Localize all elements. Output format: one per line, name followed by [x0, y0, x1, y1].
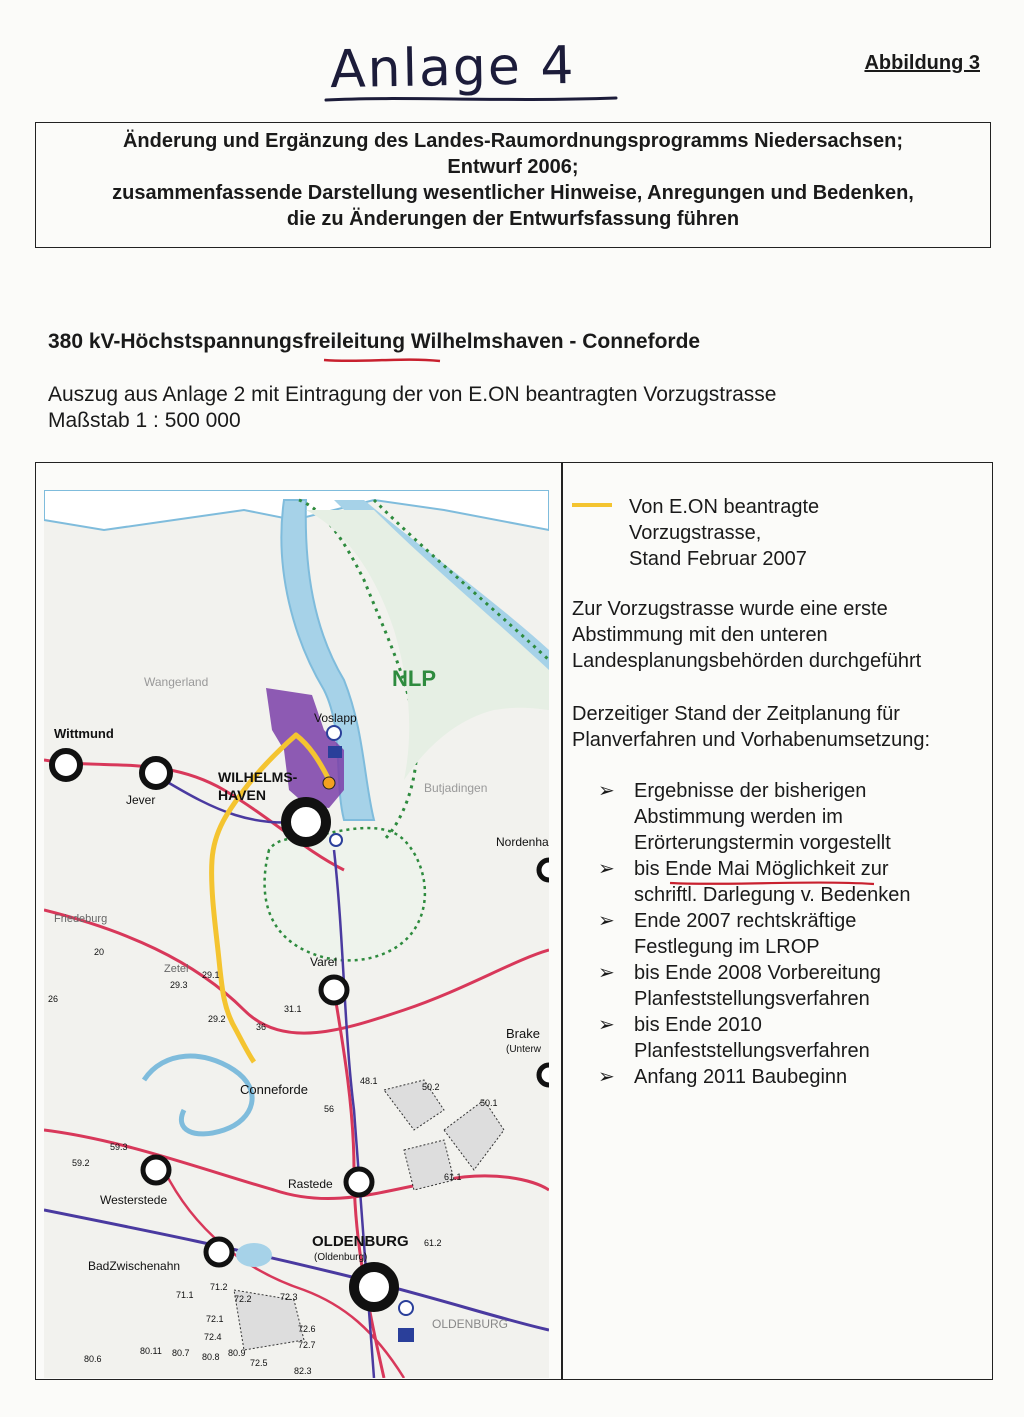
town-nordenham [539, 860, 549, 880]
arrow-bullet-icon: ➢ [598, 910, 615, 932]
town-brake [539, 1065, 549, 1085]
number-label: 71.1 [176, 1290, 194, 1300]
number-label: 80.7 [172, 1348, 190, 1358]
label-wangerland: Wangerland [144, 675, 209, 689]
label-brake-2: (Unterw [506, 1044, 542, 1055]
label-oldenburg-1: OLDENBURG [312, 1233, 409, 1250]
header-line-1: Änderung und Ergänzung des Landes-Raumordnungsprogramms Niedersachsen; [122, 130, 904, 152]
town-westerstede [143, 1157, 169, 1183]
number-label: 31.1 [284, 1004, 302, 1014]
arrow-bullet-icon: ➢ [598, 962, 615, 984]
description [48, 382, 776, 434]
list-item [598, 960, 910, 1012]
number-label: 29.3 [170, 980, 188, 990]
timeline-list [598, 778, 910, 1090]
number-label: 80.8 [202, 1352, 220, 1362]
list-item [598, 1012, 910, 1064]
label-nlp: NLP [392, 666, 436, 691]
paragraph-2-line-1: Derzeitiger Stand der Zeitplanung für [572, 703, 900, 725]
substation-voslapp [328, 746, 342, 758]
arrow-bullet-icon: ➢ [598, 1066, 615, 1088]
label-westerstede: Westerstede [100, 1193, 168, 1207]
substation-oldenburg [398, 1328, 414, 1342]
list-item [598, 778, 910, 856]
label-oldenburg-2: (Oldenburg) [314, 1252, 368, 1263]
list-item-line: bis Ende 2008 Vorbereitung [634, 962, 881, 984]
number-label: 29.2 [208, 1014, 226, 1024]
label-brake-1: Brake [506, 1026, 540, 1041]
lake [236, 1243, 272, 1267]
list-item-line: Erörterungstermin vorgestellt [634, 832, 891, 854]
town-wittmund [52, 751, 80, 779]
town-wilhelmshaven [286, 802, 326, 842]
number-label: 56 [324, 1104, 335, 1114]
legend-line-3: Stand Februar 2007 [629, 548, 807, 570]
number-label: 71.2 [210, 1282, 228, 1292]
header-box [35, 122, 991, 248]
label-voslapp: Voslapp [314, 711, 357, 725]
number-label: 26 [48, 994, 59, 1004]
number-label: 48.1 [360, 1076, 378, 1086]
red-pen-underline [322, 355, 442, 365]
label-butjadingen: Butjadingen [424, 781, 488, 795]
subtitle: 380 kV-Höchstspannungsfreileitung Wilhelmshaven - Conneforde [48, 330, 701, 353]
list-item [598, 1064, 910, 1090]
label-nordenham: Nordenha [496, 835, 549, 849]
legend-route-swatch [572, 503, 612, 507]
header-line-3: zusammenfassende Darstellung wesentlicher Hinweise, Anregungen und Bedenken, [112, 182, 914, 204]
label-jever: Jever [126, 793, 156, 807]
number-label: 80.9 [228, 1348, 246, 1358]
label-conneforde: Conneforde [240, 1082, 308, 1097]
town-jever [142, 759, 170, 787]
label-friedeburg: Friedeburg [54, 913, 108, 925]
label-varel: Varel [310, 955, 338, 969]
power-station-port [330, 834, 342, 846]
number-label: 50.2 [422, 1082, 440, 1092]
number-label: 72.1 [206, 1314, 224, 1324]
header-line-2: Entwurf 2006; [447, 156, 579, 178]
list-item-line: bis Ende 2010 [634, 1014, 762, 1036]
handwritten-title: Anlage 4 [329, 35, 576, 101]
legend-line-1: Von E.ON beantragte [629, 496, 820, 518]
list-item-line: Abstimmung werden im [634, 806, 843, 828]
header-line-4: die zu Änderungen der Entwurfsfassung führen [286, 208, 740, 230]
map [44, 490, 549, 1378]
number-label: 72.3 [280, 1292, 298, 1302]
paragraph-1-line-3: Landesplanungsbehörden durchgeführt [572, 650, 922, 672]
number-label: 72.6 [298, 1324, 316, 1334]
list-item-line: bis Ende Mai Möglichkeit zur [634, 858, 889, 880]
list-item [598, 908, 910, 960]
label-badzwischenahn: BadZwischenahn [88, 1259, 181, 1273]
list-item-line: Ende 2007 rechtskräftige [634, 910, 857, 932]
arrow-bullet-icon: ➢ [598, 858, 615, 880]
number-label: 59.3 [110, 1142, 128, 1152]
number-label: 72.7 [298, 1340, 316, 1350]
number-label: 82.3 [294, 1366, 312, 1376]
label-zetel: Zetel [164, 963, 189, 975]
endpoint-marker [323, 777, 335, 789]
number-label: 50.1 [480, 1098, 498, 1108]
number-label: 80.11 [140, 1346, 162, 1356]
number-label: 20 [94, 947, 105, 957]
label-rastede: Rastede [288, 1177, 333, 1191]
list-item-line: Planfeststellungsverfahren [634, 988, 870, 1010]
handwritten-underline [322, 92, 622, 106]
number-label: 80.6 [84, 1354, 102, 1364]
legend-line-2: Vorzugstrasse, [629, 522, 762, 544]
number-label: 61.2 [424, 1238, 442, 1248]
list-item-line: Festlegung im LROP [634, 936, 820, 958]
number-label: 59.2 [72, 1158, 90, 1168]
paragraph-2-line-2: Planverfahren und Vorhabenumsetzung: [572, 729, 931, 751]
list-item-line: Ergebnisse der bisherigen [634, 780, 867, 802]
list-item-line: Planfeststellungsverfahren [634, 1040, 870, 1062]
paragraph-1-line-1: Zur Vorzugstrasse wurde eine erste [572, 598, 888, 620]
red-pen-underline-2 [668, 878, 878, 888]
label-wilhelmshaven-2: HAVEN [218, 787, 266, 803]
town-rastede [346, 1169, 372, 1195]
number-label: 72.2 [234, 1294, 252, 1304]
number-label: 29.1 [202, 970, 220, 980]
paragraph-abstimmung [572, 596, 921, 674]
number-label: 61.1 [444, 1172, 462, 1182]
paragraph-zeitplanung [572, 701, 930, 753]
scale-text: Maßstab 1 : 500 000 [48, 409, 241, 432]
content-divider [561, 462, 563, 1380]
town-badzwischenahn [206, 1239, 232, 1265]
arrow-bullet-icon: ➢ [598, 1014, 615, 1036]
list-item-line: Anfang 2011 Baubeginn [634, 1066, 848, 1088]
figure-label: Abbildung 3 [864, 52, 980, 74]
number-label: 72.4 [204, 1332, 222, 1342]
description-line-1: Auszug aus Anlage 2 mit Eintragung der von E.ON beantragten Vorzugstrasse [48, 383, 777, 406]
number-label: 72.5 [250, 1358, 268, 1368]
label-wittmund: Wittmund [54, 726, 114, 741]
number-label: 36 [256, 1022, 267, 1032]
paragraph-1-line-2: Abstimmung mit den unteren [572, 624, 828, 646]
town-oldenburg [354, 1267, 394, 1307]
label-wilhelmshaven-1: WILHELMS- [218, 769, 298, 785]
legend-text [629, 494, 819, 572]
arrow-bullet-icon: ➢ [598, 780, 615, 802]
list-item-line: schriftl. Darlegung v. Bedenken [634, 884, 911, 906]
town-varel [321, 977, 347, 1003]
power-station-voslapp [327, 726, 341, 740]
label-oldenburg-faint: OLDENBURG [432, 1317, 509, 1331]
power-station-oldenburg [399, 1301, 413, 1315]
